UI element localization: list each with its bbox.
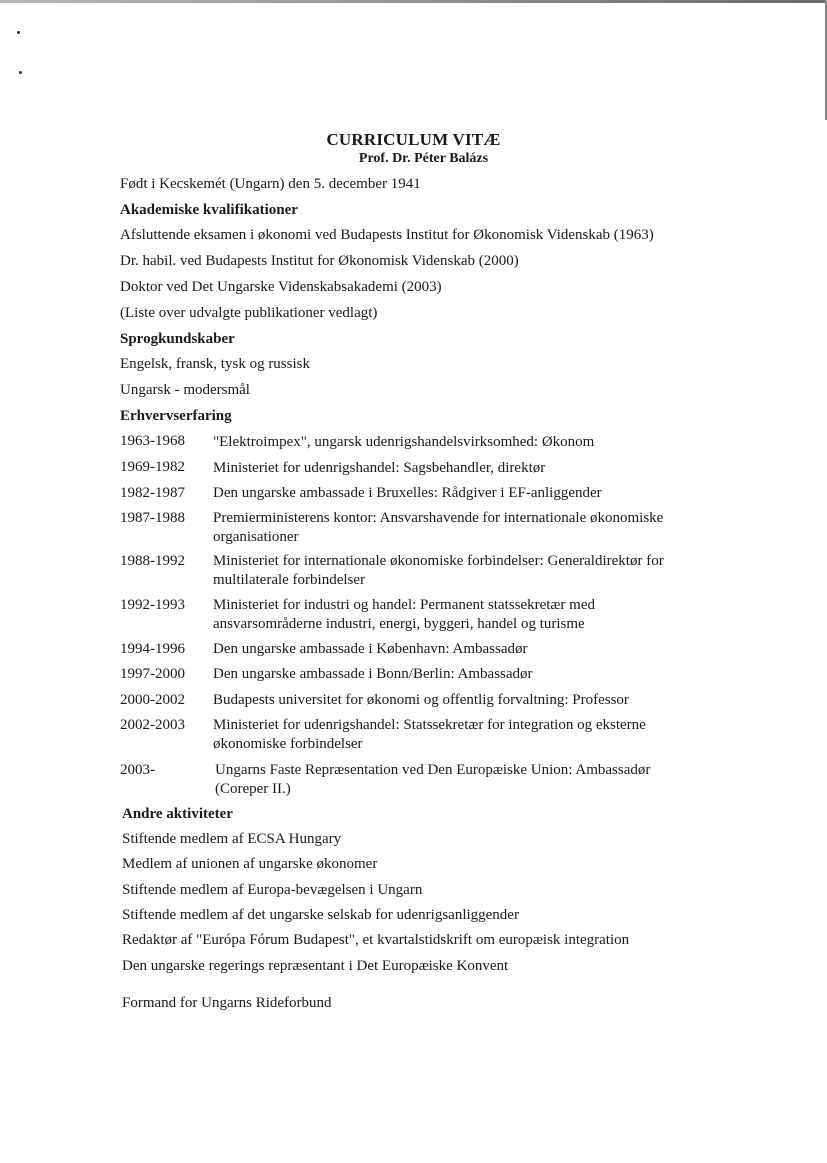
page-title: CURRICULUM VITÆ — [326, 130, 501, 149]
academic-item: Doktor ved Det Ungarske Videnskabsakademi (2003) — [120, 279, 442, 295]
page-subtitle: Prof. Dr. Péter Balázs — [358, 151, 489, 166]
activity-item: Den ungarske regerings repræsentant i Det Europæiske Konvent — [122, 958, 509, 974]
scan-edge-top — [0, 0, 827, 3]
experience-years: 2003- — [120, 762, 155, 778]
experience-description: Budapests universitet for økonomi og offentlig forvaltning: Professor — [213, 692, 629, 708]
academic-item: (Liste over udvalgte publikationer vedlagt) — [120, 305, 378, 321]
experience-description: Ungarns Faste Repræsentation ved Den Europæiske Union: Ambassadør (Coreper II.) — [215, 762, 651, 797]
experience-description: "Elektroimpex", ungarsk udenrigshandelsvirksomhed: Økonom — [213, 434, 595, 450]
experience-years: 1992-1993 — [120, 597, 185, 613]
experience-years: 1994-1996 — [120, 641, 185, 657]
experience-description: Den ungarske ambassade i Bruxelles: Rådgiver i EF-anliggender — [213, 485, 602, 501]
academic-item: Afsluttende eksamen i økonomi ved Budapests Institut for Økonomisk Videnskab (1963) — [120, 227, 654, 243]
scan-speck — [17, 31, 20, 34]
section-heading-experience: Erhvervserfaring — [120, 408, 232, 424]
experience-description: Ministeriet for udenrigshandel: Sagsbehandler, direktør — [213, 460, 546, 476]
activity-item: Stiftende medlem af det ungarske selskab for udenrigsanliggender — [122, 907, 519, 923]
experience-description: Ministeriet for internationale økonomiske forbindelser: Generaldirektør for multilaterale forbindelser — [213, 553, 664, 588]
section-heading-languages: Sprogkundskaber — [120, 331, 235, 347]
language-item: Engelsk, fransk, tysk og russisk — [120, 356, 310, 372]
experience-years: 1982-1987 — [120, 485, 185, 501]
activity-item: Stiftende medlem af Europa-bevægelsen i Ungarn — [122, 882, 423, 898]
experience-years: 1969-1982 — [120, 459, 185, 475]
activity-item: Medlem af unionen af ungarske økonomer — [122, 856, 378, 872]
activity-item: Formand for Ungarns Rideforbund — [122, 995, 332, 1011]
section-heading-other: Andre aktiviteter — [122, 806, 233, 822]
experience-years: 2002-2003 — [120, 717, 185, 733]
experience-description: Den ungarske ambassade i Bonn/Berlin: Ambassadør — [213, 666, 533, 682]
academic-item: Dr. habil. ved Budapests Institut for Økonomisk Videnskab (2000) — [120, 253, 519, 269]
experience-years: 1997-2000 — [120, 666, 185, 682]
scan-speck — [19, 71, 22, 74]
experience-description: Den ungarske ambassade i København: Ambassadør — [213, 641, 528, 657]
experience-years: 1987-1988 — [120, 510, 185, 526]
activity-item: Stiftende medlem af ECSA Hungary — [122, 831, 342, 847]
birth-line: Født i Kecskemét (Ungarn) den 5. december 1941 — [120, 176, 421, 192]
section-heading-academic: Akademiske kvalifikationer — [120, 202, 298, 218]
activity-item: Redaktør af "Európa Fórum Budapest", et kvartalstidskrift om europæisk integration — [122, 932, 630, 948]
experience-description: Ministeriet for udenrigshandel: Statssekretær for integration og eksterne økonomiske forbindelser — [213, 717, 646, 752]
experience-years: 2000-2002 — [120, 692, 185, 708]
experience-description: Ministeriet for industri og handel: Permanent statssekretær med ansvarsområderne industri, energi, byggeri, handel og turisme — [213, 597, 596, 632]
experience-years: 1963-1968 — [120, 433, 185, 449]
language-item: Ungarsk - modersmål — [120, 382, 250, 398]
experience-years: 1988-1992 — [120, 553, 185, 569]
experience-description: Premierministerens kontor: Ansvarshavende for internationale økonomiske organisationer — [213, 510, 664, 545]
